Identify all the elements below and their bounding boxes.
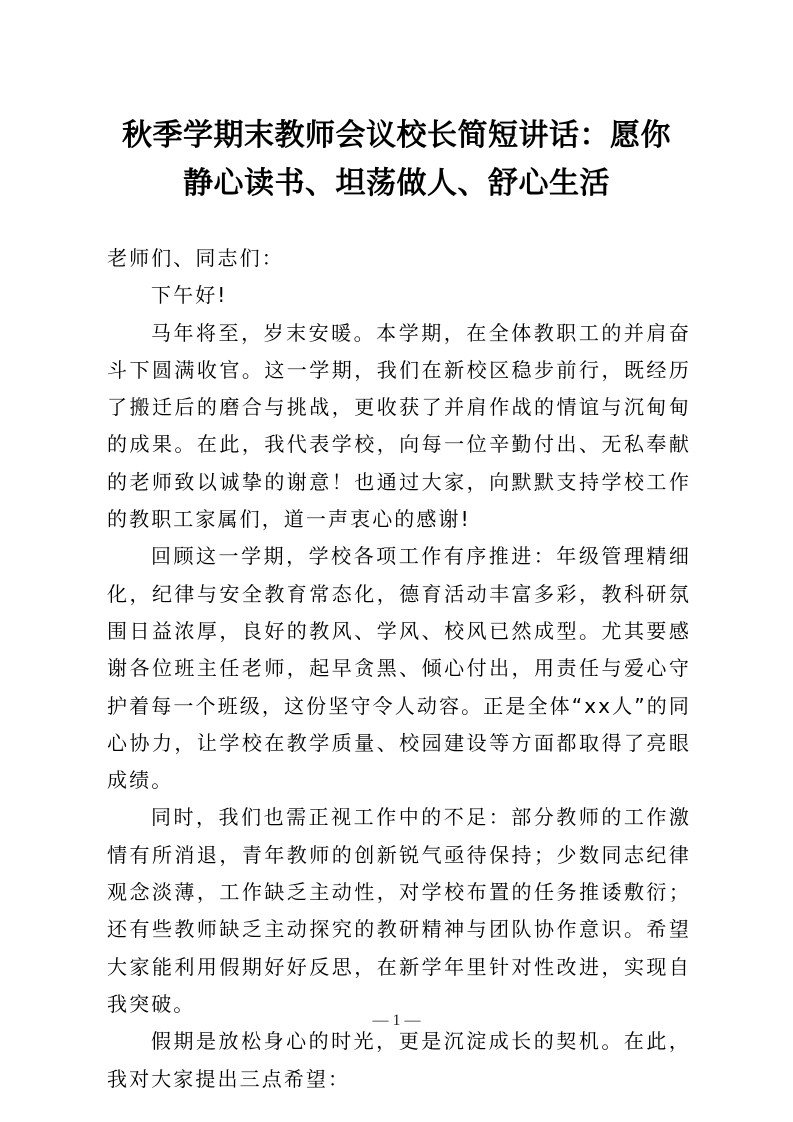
page-number: — 1 — [372, 1012, 421, 1029]
title-line-2: 静心读书、坦荡做人、舒心生活 [183, 166, 610, 201]
document-body [107, 240, 691, 1098]
title-line-1: 秋季学期末教师会议校长简短讲话：愿你 [122, 118, 671, 153]
paragraph-greeting: 下午好! [151, 283, 228, 308]
paragraph-opening: 马年将至，岁末安暖。本学期，在全体教职工的并肩奋斗下圆满收官。这一学期，我们在新校区稳步前行，既经历了搬迁后的磨合与挑战，更收获了并肩作战的情谊与沉甸甸的成果。在此，我代表学校，向每一位辛勤付出、无私奉献的老师致以诚挚的谢意！也通过大家，向默默支持学校工作的教职工家属们，道一声衷心的感谢! [107, 320, 691, 532]
paragraph-review: 回顾这一学期，学校各项工作有序推进：年级管理精细化，纪律与安全教育常态化，德育活动丰富多彩，教科研氛围日益浓厚，良好的教风、学风、校风已然成型。尤其要感谢各位班主任老师，起早贪黑、倾心付出，用责任与爱心守护着每一个班级，这份坚守令人动容。正是全体“xx人”的同心协力，让学校在教学质量、校园建设等方面都取得了亮眼成绩。 [107, 544, 691, 793]
paragraph-hopes-intro: 假期是放松身心的时光，更是沉淀成长的契机。在此，我对大家提出三点希望： [107, 1029, 691, 1091]
document-title [90, 112, 703, 208]
paragraph-shortcomings: 同时，我们也需正视工作中的不足：部分教师的工作激情有所消退，青年教师的创新锐气亟待保持；少数同志纪律观念淡薄，工作缺乏主动性，对学校布置的任务推诿敷衍；还有些教师缺乏主动探究的教研精神与团队协作意识。希望大家能利用假期好好反思，在新学年里针对性改进，实现自我突破。 [107, 805, 691, 1016]
salutation: 老师们、同志们： [107, 246, 284, 270]
